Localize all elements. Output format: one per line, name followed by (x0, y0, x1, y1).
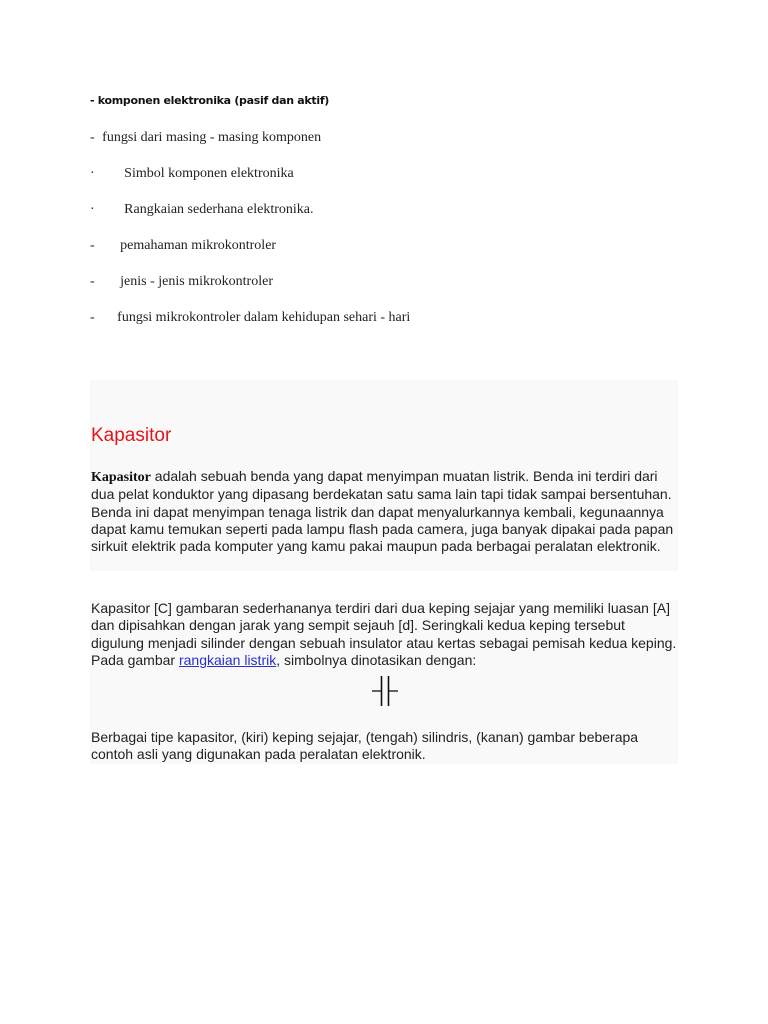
article-title: Kapasitor (91, 425, 172, 446)
article-paragraph-text: Kapasitor [C] gambaran sederhananya terdiri dari dua keping sejajar yang memiliki luasan [A] dan dipisahkan dengan jarak yang sempit sejauh [d]. Seringkali kedua keping tersebut digulung menjadi silinder dengan sebuah insulator atau kertas sebagai pemisah kedua keping. Pada gambar (91, 600, 677, 668)
article-paragraph-text: , simbolnya dinotasikan dengan: (276, 651, 477, 668)
outline-item (90, 166, 294, 182)
article-term: Kapasitor (91, 470, 151, 485)
outline-heading: - komponen elektronika (pasif dan aktif) (90, 94, 330, 107)
outline-bullet: - (90, 130, 95, 145)
outline-bullet: - (90, 310, 95, 325)
outline-text: Rangkaian sederhana elektronika. (124, 202, 314, 217)
outline-item (90, 130, 321, 146)
outline-bullet: · (90, 166, 95, 181)
outline-text: Simbol komponen elektronika (124, 166, 294, 181)
rangkaian-listrik-link[interactable]: rangkaian listrik (178, 651, 277, 668)
article-paragraph (91, 468, 679, 555)
article-paragraph-text: adalah sebuah benda yang dapat menyimpan muatan listrik. Benda ini terdiri dari dua pelat konduktor yang dipasang berdekatan satu sama lain tapi tidak sampai bersentuhan. Benda ini dapat menyimpan tenaga listrik dan dapat menyalurkannya kembali, kegunaannya dapat kamu temukan seperti pada lampu flash pada camera, juga banyak dipakai pada papan sirkuit elektrik pada komputer yang kamu pakai maupun pada berbagai peralatan elektronik. (91, 468, 674, 555)
outline-text: jenis - jenis mikrokontroler (120, 274, 273, 289)
outline-item (90, 238, 276, 254)
outline-item (90, 310, 410, 326)
outline-text: fungsi mikrokontroler dalam kehidupan sehari - hari (117, 310, 411, 325)
outline-item (90, 274, 273, 290)
capacitor-symbol-icon (372, 674, 398, 708)
article-paragraph: Berbagai tipe kapasitor, (kiri) keping sejajar, (tengah) silindris, (kanan) gambar beberapa contoh asli yang digunakan pada peralatan elektronik. (91, 729, 639, 763)
outline-bullet: - (90, 274, 95, 289)
outline-text: pemahaman mikrokontroler (120, 238, 277, 253)
outline-bullet: - (90, 238, 95, 253)
outline-item (90, 202, 313, 218)
outline-text: fungsi dari masing - masing komponen (102, 130, 322, 145)
article-paragraph (91, 600, 679, 669)
outline-bullet: · (90, 202, 95, 217)
